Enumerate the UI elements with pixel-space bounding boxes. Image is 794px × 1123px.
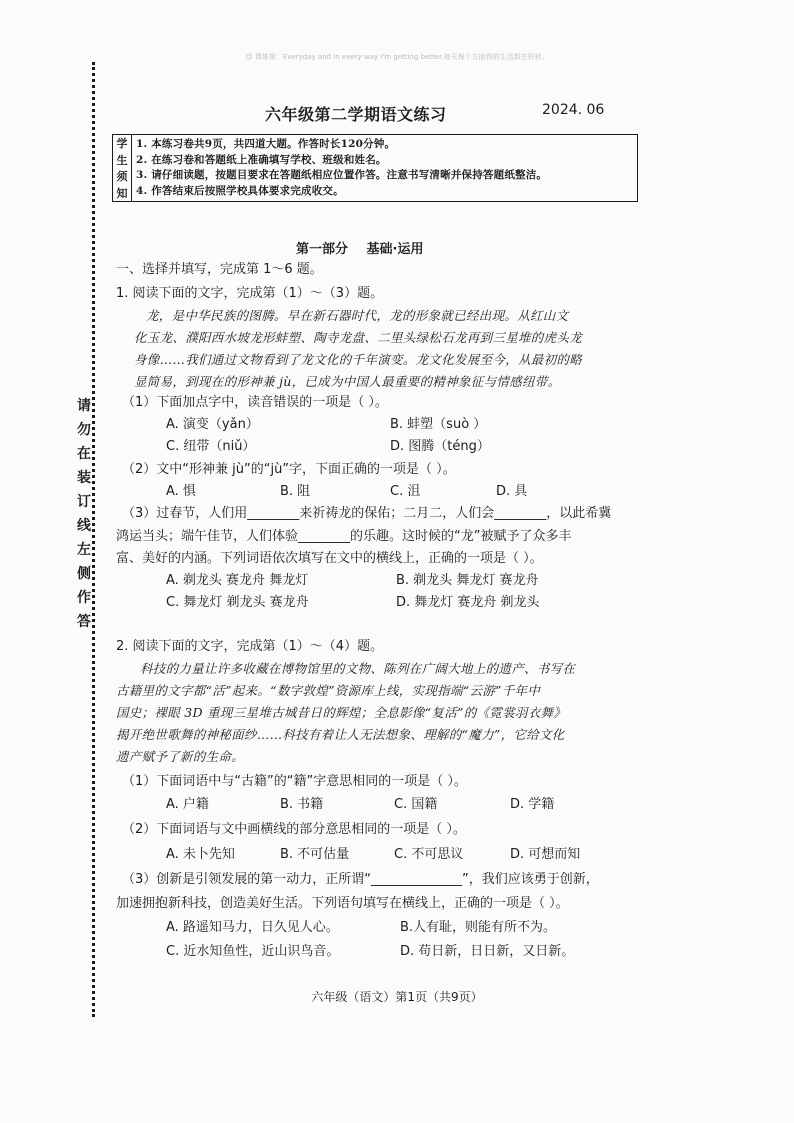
question-line: D. 图腾（téng） (390, 439, 490, 454)
question-line: A. 演变（yǎn） (166, 417, 259, 432)
passage-line: 显简易，到现在的形神兼 jù，已成为中国人最重要的精神象征与情感纽带。 (134, 374, 561, 389)
question-line: C. 沮 (390, 484, 421, 499)
question-line: D. 苟日新，日日新，又日新。 (400, 944, 575, 959)
side-char: 侧 (77, 566, 91, 582)
passage-line: 身像……我们通过文物看到了龙文化的千年演变。龙文化发展至今，从最初的略 (134, 352, 583, 367)
passage-line: 古籍里的文字都“活”起来。“数字敦煌”资源库上线，实现指端“云游”千年中 (116, 683, 541, 698)
notice-label-char: 学 (116, 137, 128, 151)
question-line: C. 近水知鱼性，近山识鸟音。 (166, 944, 340, 959)
notice-label (113, 135, 132, 201)
question-line: B. 蚌塑（suò ） (390, 417, 487, 432)
question-line: A. 惧 (166, 484, 196, 499)
binding-line-warning (74, 396, 94, 632)
question-line: （1）下面加点字中，读音错误的一项是（ ）。 (122, 395, 388, 410)
passage-line: 遗产赋予了新的生命。 (116, 749, 245, 764)
passage-line: 揭开绝世歌舞的神秘面纱……科技有着让人无法想象、理解的“魔力”，它给文化 (116, 727, 565, 742)
question-line: 一、选择并填写，完成第 1～6 题。 (116, 262, 323, 277)
question-line: D. 可想而知 (510, 847, 581, 862)
passage-line: 化玉龙、濮阳西水坡龙形蚌塑、陶寺龙盘、二里头绿松石龙再到三星堆的虎头龙 (134, 330, 583, 345)
notice-item: 3. 请仔细读题，按题目要求在答题纸相应位置作答。注意书写清晰并保持答题纸整洁。 (136, 169, 548, 182)
passage-line: 科技的力量让许多收藏在博物馆里的文物、陈列在广阔大地上的遗产、书写在 (140, 661, 576, 676)
question-line: B. 不可估量 (280, 847, 350, 862)
question-line: C. 国籍 (394, 797, 438, 812)
question-line: B.人有耻，则能有所不为。 (400, 920, 557, 935)
question-line: A. 剃龙头 赛龙舟 舞龙灯 (166, 573, 309, 588)
question-line: 1. 阅读下面的文字，完成第（1）～（3）题。 (116, 286, 384, 301)
question-line: 富、美好的内涵。下列词语依次填写在文中的横线上，正确的一项是（ ）。 (116, 551, 543, 566)
question-line: （3）创新是引领发展的第一动力，正所谓“______________”，我们应该勇于创新， (122, 872, 599, 887)
question-line: C. 不可思议 (394, 847, 464, 862)
side-char: 勿 (77, 422, 91, 438)
notice-item: 1. 本练习卷共9页，共四道大题。作答时长120分钟。 (136, 138, 396, 151)
question-line: B. 剃龙头 舞龙灯 赛龙舟 (396, 573, 539, 588)
passage-line: 龙，是中华民族的图腾。早在新石器时代，龙的形象就已经出现。从红山文 (146, 308, 569, 323)
question-line: D. 舞龙灯 赛龙舟 剃龙头 (396, 595, 540, 610)
page-title: 六年级第二学期语文练习 (265, 105, 447, 124)
side-char: 订 (77, 494, 91, 510)
side-char: 在 (77, 446, 91, 462)
passage-line: 国史；裸眼 3D 重现三星堆古城昔日的辉煌；全息影像“复活”的《霓裳羽衣舞》 (116, 705, 567, 720)
side-char: 请 (77, 398, 91, 414)
question-line: A. 路遥知马力，日久见人心。 (166, 920, 339, 935)
question-line: （2）文中“形神兼 jù”的“jù”字，下面正确的一项是（ ）。 (122, 462, 456, 477)
question-line: 2. 阅读下面的文字，完成第（1）～（4）题。 (116, 639, 384, 654)
question-line: B. 书籍 (280, 797, 324, 812)
exam-date: 2024. 06 (542, 102, 605, 118)
notice-label-char: 须 (116, 170, 128, 184)
question-line: 鸿运当头；端午佳节，人们体验________的乐趣。这时候的“龙”被赋予了众多丰 (116, 529, 572, 544)
question-line: （1）下面词语中与“古籍”的“籍”字意思相同的一项是（ ）。 (122, 774, 467, 789)
question-line: 加速拥抱新科技，创造美好生活。下列语句填写在横线上，正确的一项是（ ）。 (116, 896, 569, 911)
side-char: 作 (77, 590, 91, 606)
question-line: B. 阻 (280, 484, 311, 499)
header (110, 102, 670, 128)
side-char: 线 (77, 518, 91, 534)
side-char: 答 (77, 614, 91, 630)
question-line: A. 未卜先知 (166, 847, 235, 862)
question-line: A. 户籍 (166, 797, 209, 812)
notice-label-char: 知 (116, 186, 128, 200)
question-line: C. 纽带（niǔ） (166, 439, 256, 454)
notice-item: 4. 作答结束后按照学校具体要求完成收交。 (136, 184, 344, 197)
watermark-text: ☺ 课练第：Everyday and in every way I'm getting better.每天每个方面我的生活都在好转。 (245, 53, 549, 61)
question-line: （3）过春节，人们用________来祈祷龙的保佑；二月二，人们会________，以此希冀 (122, 506, 612, 521)
section-heading: 第一部分 基础·运用 (296, 242, 424, 257)
notice-items (132, 135, 637, 201)
question-line: C. 舞龙灯 剃龙头 赛龙舟 (166, 595, 309, 610)
notice-label-char: 生 (116, 153, 128, 167)
question-line: （2）下面词语与文中画横线的部分意思相同的一项是（ ）。 (122, 822, 466, 837)
question-line: D. 具 (496, 484, 528, 499)
side-char: 左 (77, 542, 91, 558)
question-line: D. 学籍 (510, 797, 555, 812)
page-footer: 六年级（语文）第1页（共9页） (311, 990, 483, 1004)
notice-item: 2. 在练习卷和答题纸上准确填写学校、班级和姓名。 (136, 153, 387, 166)
side-char: 装 (77, 470, 91, 486)
student-notice-box (112, 134, 638, 202)
